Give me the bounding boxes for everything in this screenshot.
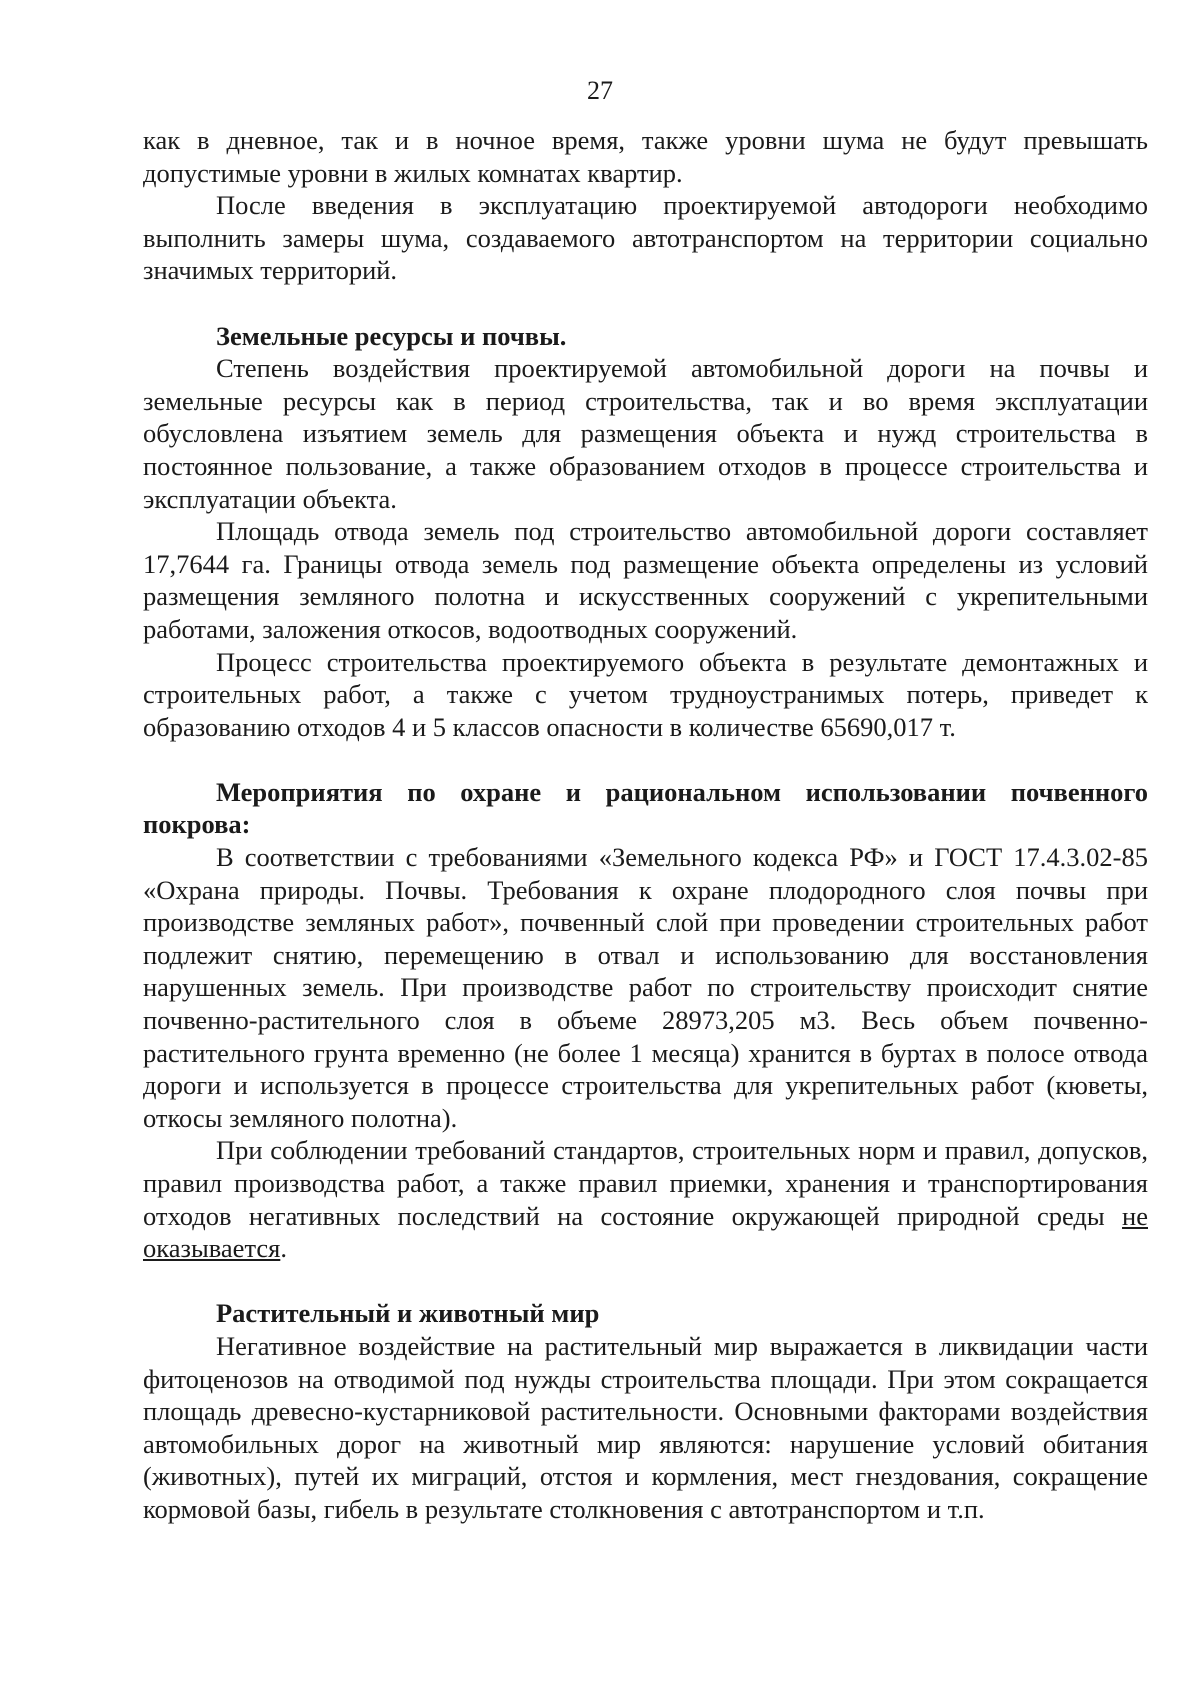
paragraph-soil-compliance	[143, 1134, 1148, 1264]
section-spacer	[143, 1265, 1148, 1298]
paragraph-waste: Процесс строительства проектируемого объекта в результате демонтажных и строительных работ, а также с учетом трудноустранимых потерь, приведет к образованию отходов 4 и 5 классов опасности в количестве 65690,017 т.	[143, 646, 1148, 742]
document-body	[143, 124, 1148, 1526]
paragraph-land-area: Площадь отвода земель под строительство автомобильной дороги составляет 17,7644 га. Границы отвода земель под размещение объекта определены из условий размещения земляного полотна и искусственных сооружений с укрепительными работами, заложения откосов, водоотводных сооружений.	[143, 516, 1148, 644]
paragraph-noise-levels: как в дневное, так и в ночное время, также уровни шума не будут превышать допустимые уровни в жилых комнатах квартир.	[143, 125, 1148, 188]
page-number: 27	[587, 76, 613, 105]
paragraph-land-impact: Степень воздействия проектируемой автомобильной дороги на почвы и земельные ресурсы как в период строительства, так и во время эксплуатации обусловлена изъятием земель для размещения объекта и нужд строительства в постоянное пользование, а также образованием отходов в процессе строительства и эксплуатации объекта.	[143, 353, 1148, 514]
paragraph-soil-compliance-text: При соблюдении требований стандартов, строительных норм и правил, допусков, правил производства работ, а также правил приемки, хранения и транспортирования отходов негативных последствий на состояние окружающей природной среды	[143, 1135, 1148, 1231]
paragraph-soil-compliance-end: .	[280, 1233, 287, 1264]
heading-flora-fauna: Растительный и животный мир	[216, 1298, 600, 1329]
section-spacer	[143, 287, 1148, 320]
heading-land-resources: Земельные ресурсы и почвы.	[216, 320, 567, 351]
paragraph-noise-measurement: После введения в эксплуатацию проектируемой автодороги необходимо выполнить замеры шума, создаваемого автотранспортом на территории социально значимых территорий.	[143, 190, 1148, 286]
paragraph-flora-fauna-impact: Негативное воздействие на растительный мир выражается в ликвидации части фитоценозов на отводимой под нужды строительства площади. При этом сокращается площадь древесно-кустарниковой растительности. Основными факторами воздействия автомобильных дорог на животный мир являются: нарушение условий обитания (животных), путей их миграций, отстоя и кормления, мест гнездования, сокращение кормовой базы, гибель в результате столкновения с автотранспортом и т.п.	[143, 1330, 1148, 1524]
heading-soil-protection: Мероприятия по охране и рациональном использовании почвенного покрова:	[143, 776, 1148, 840]
paragraph-soil-requirements: В соответствии с требованиями «Земельного кодекса РФ» и ГОСТ 17.4.3.02-85 «Охрана природы. Почвы. Требования к охране плодородного слоя почвы при производстве земляных работ», почвенный слой при проведении строительных работ подлежит снятию, перемещению в отвал и использованию для восстановления нарушенных земель. При производстве работ по строительству происходит снятие почвенно-растительного слоя в объеме 28973,205 м3. Весь объем почвенно-растительного грунта временно (не более 1 месяца) хранится в буртах в полосе отвода дороги и используется в процессе строительства для укрепительных работ (кюветы, откосы земляного полотна).	[143, 842, 1148, 1133]
underlined-phrase: не оказывается	[143, 1200, 1148, 1264]
section-spacer	[143, 743, 1148, 776]
